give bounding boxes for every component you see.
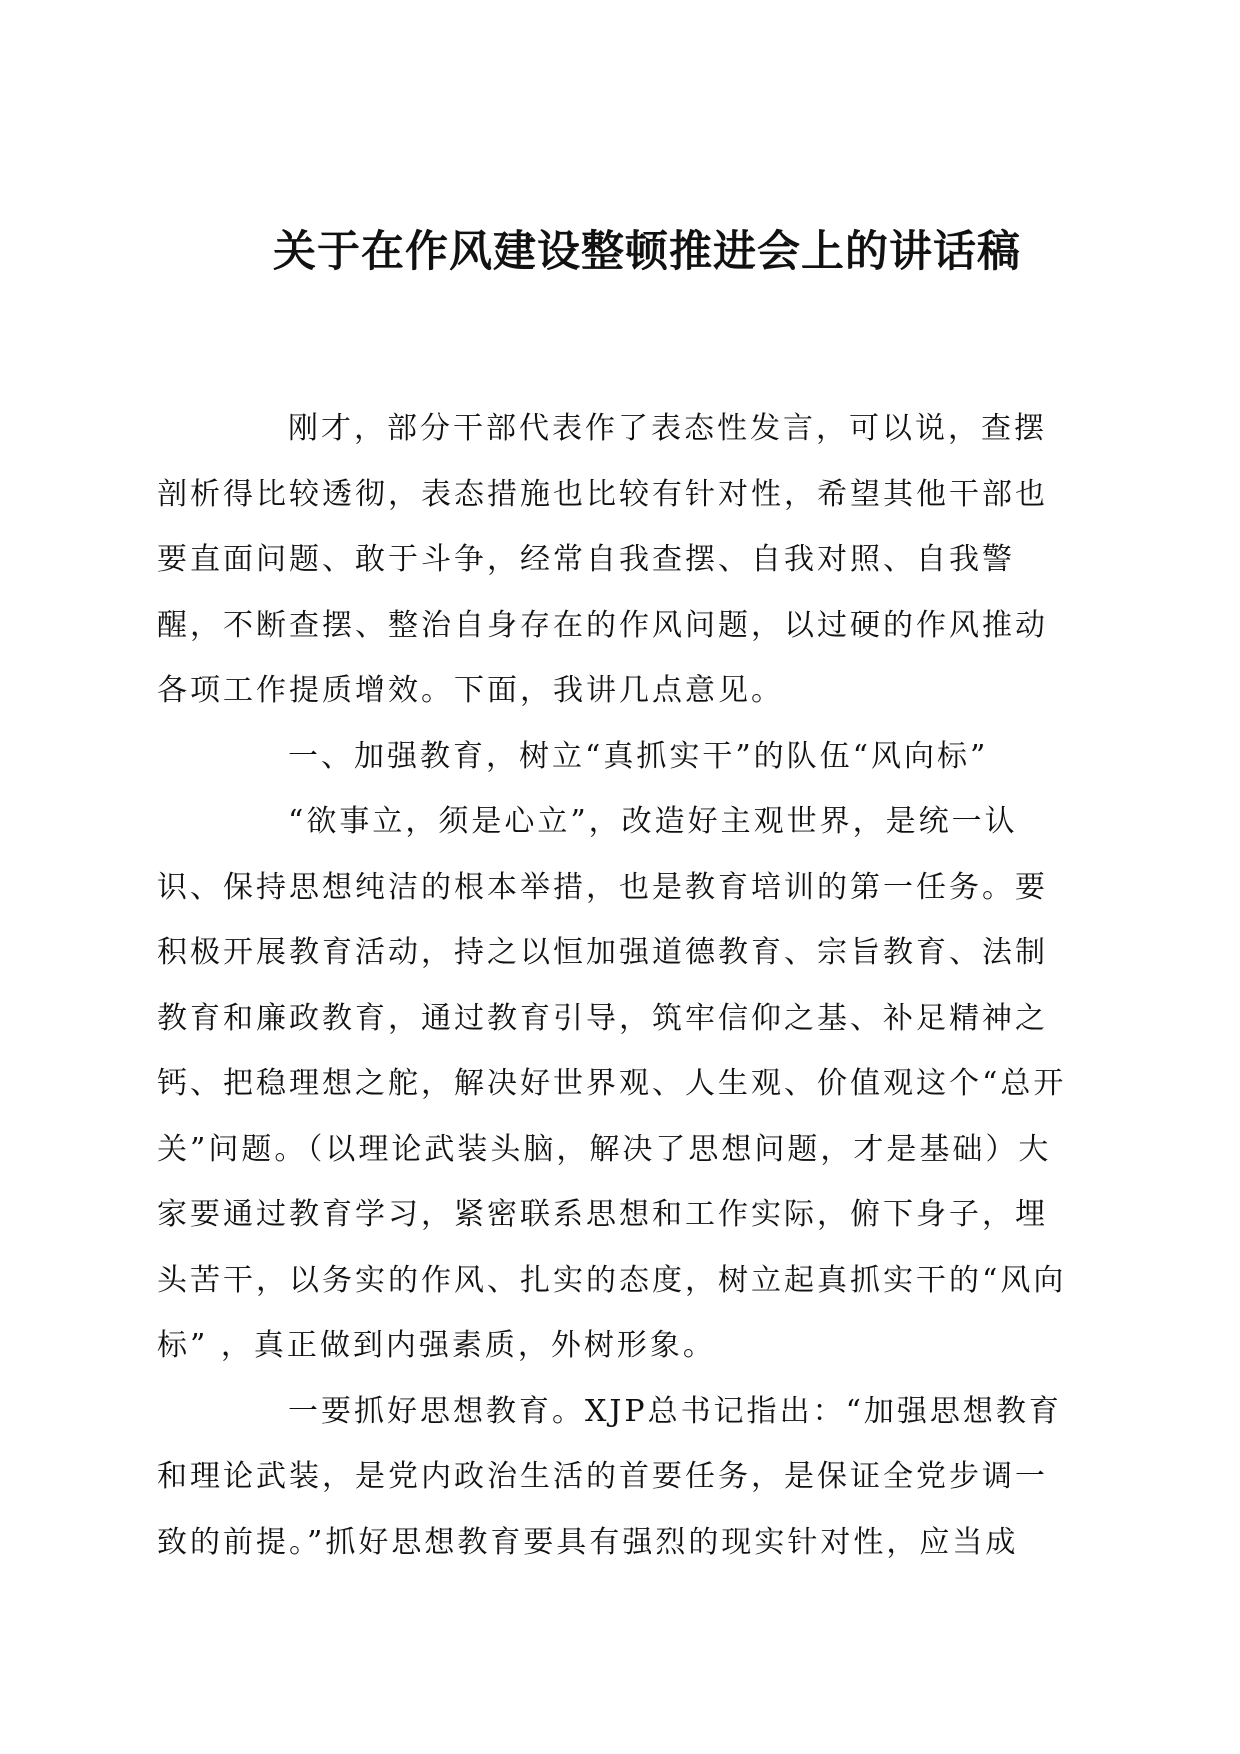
section-heading: 一、加强教育，树立“真抓实干”的队伍“风向标” (288, 738, 989, 774)
point-one-paragraph: 一要抓好思想教育。XJP总书记指出：“加强思想教育和理论武装，是党内政治生活的首要任务，是保证全党步调一致的前提。”抓好思想教育要具有强烈的现实针对性，应当成 (157, 1393, 1062, 1560)
document-body (157, 396, 1077, 1575)
intro-paragraph: 刚才，部分干部代表作了表态性发言，可以说，查摆剖析得比较透彻，表态措施也比较有针对性，希望其他干部也要直面问题、敢于斗争，经常自我查摆、自我对照、自我警醒，不断查摆、整治自身存在的作风问题，以过硬的作风推动各项工作提质增效。下面，我讲几点意见。 (157, 411, 1048, 708)
document-title: 关于在作风建设整顿推进会上的讲话稿 (273, 227, 1021, 277)
section-body-paragraph: “欲事立，须是心立”，改造好主观世界，是统一认识、保持思想纯洁的根本举措，也是教育培训的第一任务。要积极开展教育活动，持之以恒加强道德教育、宗旨教育、法制教育和廉政教育，通过教育引导，筑牢信仰之基、补足精神之钙、把稳理想之舵，解决好世界观、人生观、价值观这个“总开关”问题。（以理论武装头脑，解决了思想问题，才是基础）大家要通过教育学习，紧密联系思想和工作实际，俯下身子，埋头苦干，以务实的作风、扎实的态度，树立起真抓实干的“风向标” ，真正做到内强素质，外树形象。 (157, 804, 1067, 1363)
